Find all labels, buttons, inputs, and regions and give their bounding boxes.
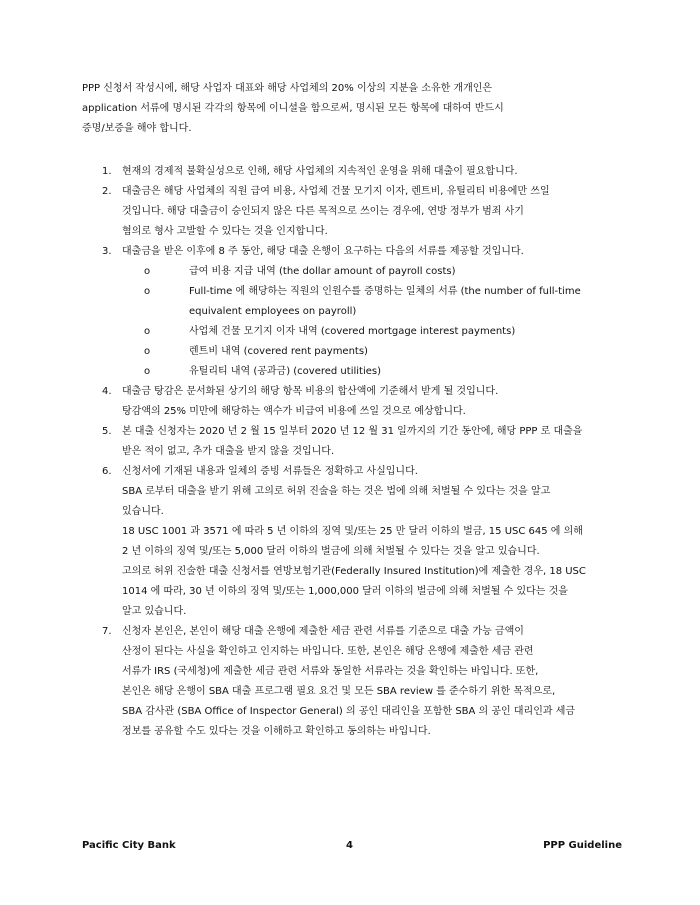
item-number: 4. (102, 386, 112, 397)
item-number: 1. (102, 166, 112, 177)
bullet-marker: o (144, 346, 151, 357)
item-number: 2. (102, 186, 112, 197)
sublist-line: equivalent employees on payroll) (189, 306, 357, 317)
sublist-line: 사업체 건물 모기지 이자 내역 (covered mortgage interest payments) (189, 326, 516, 337)
sublist-line: 급여 비용 지급 내역 (the dollar amount of payroll costs) (189, 266, 456, 277)
item-number: 3. (102, 246, 112, 257)
intro-line: 증명/보증을 해야 합니다. (82, 123, 192, 134)
item-line: SBA 로부터 대출을 받기 위해 고의로 허위 진술을 하는 것은 법에 의해 처벌될 수 있다는 것을 알고 (122, 486, 551, 497)
item-line: 본인은 해당 은행이 SBA 대출 프로그램 필요 요건 및 모든 SBA review 를 준수하기 위한 목적으로, (122, 686, 556, 697)
list-item (82, 182, 622, 242)
certification-list (82, 162, 622, 742)
bullet-marker: o (144, 366, 151, 377)
sublist-item (144, 282, 622, 322)
list-item (82, 242, 622, 382)
item-line: 대출금은 해당 사업체의 직원 급여 비용, 사업체 건물 모기지 이자, 렌트비, 유틸리티 비용에만 쓰일 (122, 186, 550, 197)
list-item (82, 422, 622, 462)
footer-doc-title: PPP Guideline (543, 840, 622, 851)
list-item (82, 622, 622, 742)
bullet-marker: o (144, 266, 151, 277)
item-line: 알고 있습니다. (122, 606, 187, 617)
item-line: 서류가 IRS (국세청)에 제출한 세금 관련 서류와 동일한 서류라는 것을 확인하는 바입니다. 또한, (122, 666, 539, 677)
item-line: 혐의로 형사 고발할 수 있다는 것을 인지합니다. (122, 226, 328, 237)
item-line: 현재의 경제적 불확실성으로 인해, 해당 사업체의 지속적인 운영을 위해 대출이 필요합니다. (122, 166, 518, 177)
sublist-line: Full-time 에 해당하는 직원의 인원수를 증명하는 일체의 서류 (the number of full-time (189, 286, 581, 297)
footer-bank-name: Pacific City Bank (82, 840, 176, 851)
item-line: 신청자 본인은, 본인이 해당 대출 은행에 제출한 세금 관련 서류를 기준으로 대출 가능 금액이 (122, 626, 524, 637)
sublist-item (144, 342, 622, 362)
item-line: 정보를 공유할 수도 있다는 것을 이해하고 확인하고 동의하는 바입니다. (122, 726, 431, 737)
document-sublist (122, 262, 622, 382)
item-line: 신청서에 기재된 내용과 일체의 증빙 서류들은 정확하고 사실입니다. (122, 466, 418, 477)
item-number: 5. (102, 426, 112, 437)
sublist-item (144, 262, 622, 282)
list-item (82, 462, 622, 622)
item-line: 대출금 탕감은 문서화된 상기의 해당 항목 비용의 합산액에 기준해서 받게 될 것입니다. (122, 386, 499, 397)
intro-paragraph (82, 79, 622, 139)
item-line: 18 USC 1001 과 3571 에 따라 5 년 이하의 징역 및/또는 25 만 달러 이하의 벌금, 15 USC 645 에 의해 (122, 526, 583, 537)
item-line: SBA 감사관 (SBA Office of Inspector General) 의 공인 대리인을 포함한 SBA 의 공인 대리인과 세금 (122, 706, 576, 717)
intro-line: PPP 신청서 작성시에, 해당 사업자 대표와 해당 사업체의 20% 이상의 지분을 소유한 개개인은 (82, 83, 493, 94)
sublist-item (144, 362, 622, 382)
bullet-marker: o (144, 326, 151, 337)
sublist-line: 렌트비 내역 (covered rent payments) (189, 346, 368, 357)
sublist-item (144, 322, 622, 342)
item-number: 7. (102, 626, 112, 637)
item-line: 것입니다. 해당 대출금이 승인되지 않은 다른 목적으로 쓰이는 경우에, 연방 정부가 범죄 사기 (122, 206, 524, 217)
bullet-marker: o (144, 286, 151, 297)
item-line: 있습니다. (122, 506, 164, 517)
footer-page-number: 4 (346, 840, 353, 851)
item-line: 탕감액의 25% 미만에 해당하는 액수가 비급여 비용에 쓰일 것으로 예상합니다. (122, 406, 466, 417)
item-line: 고의로 허위 진술한 대출 신청서를 연방보험기관(Federally Insured Institution)에 제출한 경우, 18 USC (122, 566, 586, 577)
list-item (82, 382, 622, 422)
item-line: 대출금을 받은 이후에 8 주 동안, 해당 대출 은행이 요구하는 다음의 서류를 제공할 것입니다. (122, 246, 524, 257)
list-item (82, 162, 622, 182)
item-line: 2 년 이하의 징역 및/또는 5,000 달러 이하의 벌금에 의해 처벌될 수 있다는 것을 알고 있습니다. (122, 546, 540, 557)
item-line: 받은 적이 없고, 추가 대출을 받지 않을 것입니다. (122, 446, 335, 457)
item-line: 1014 에 따라, 30 년 이하의 징역 및/또는 1,000,000 달러 이하의 벌금에 의해 처벌될 수 있다는 것을 (122, 586, 568, 597)
item-number: 6. (102, 466, 112, 477)
sublist-line: 유틸리티 내역 (공과금) (covered utilities) (189, 366, 381, 377)
item-line: 본 대출 신청자는 2020 년 2 월 15 일부터 2020 년 12 월 31 일까지의 기간 동안에, 해당 PPP 로 대출을 (122, 426, 583, 437)
intro-line: application 서류에 명시된 각각의 항목에 이니셜을 함으로써, 명시된 모든 항목에 대하여 반드시 (82, 103, 504, 114)
item-line: 산정이 된다는 사실을 확인하고 인지하는 바입니다. 또한, 본인은 해당 은행에 제출한 세금 관련 (122, 646, 534, 657)
